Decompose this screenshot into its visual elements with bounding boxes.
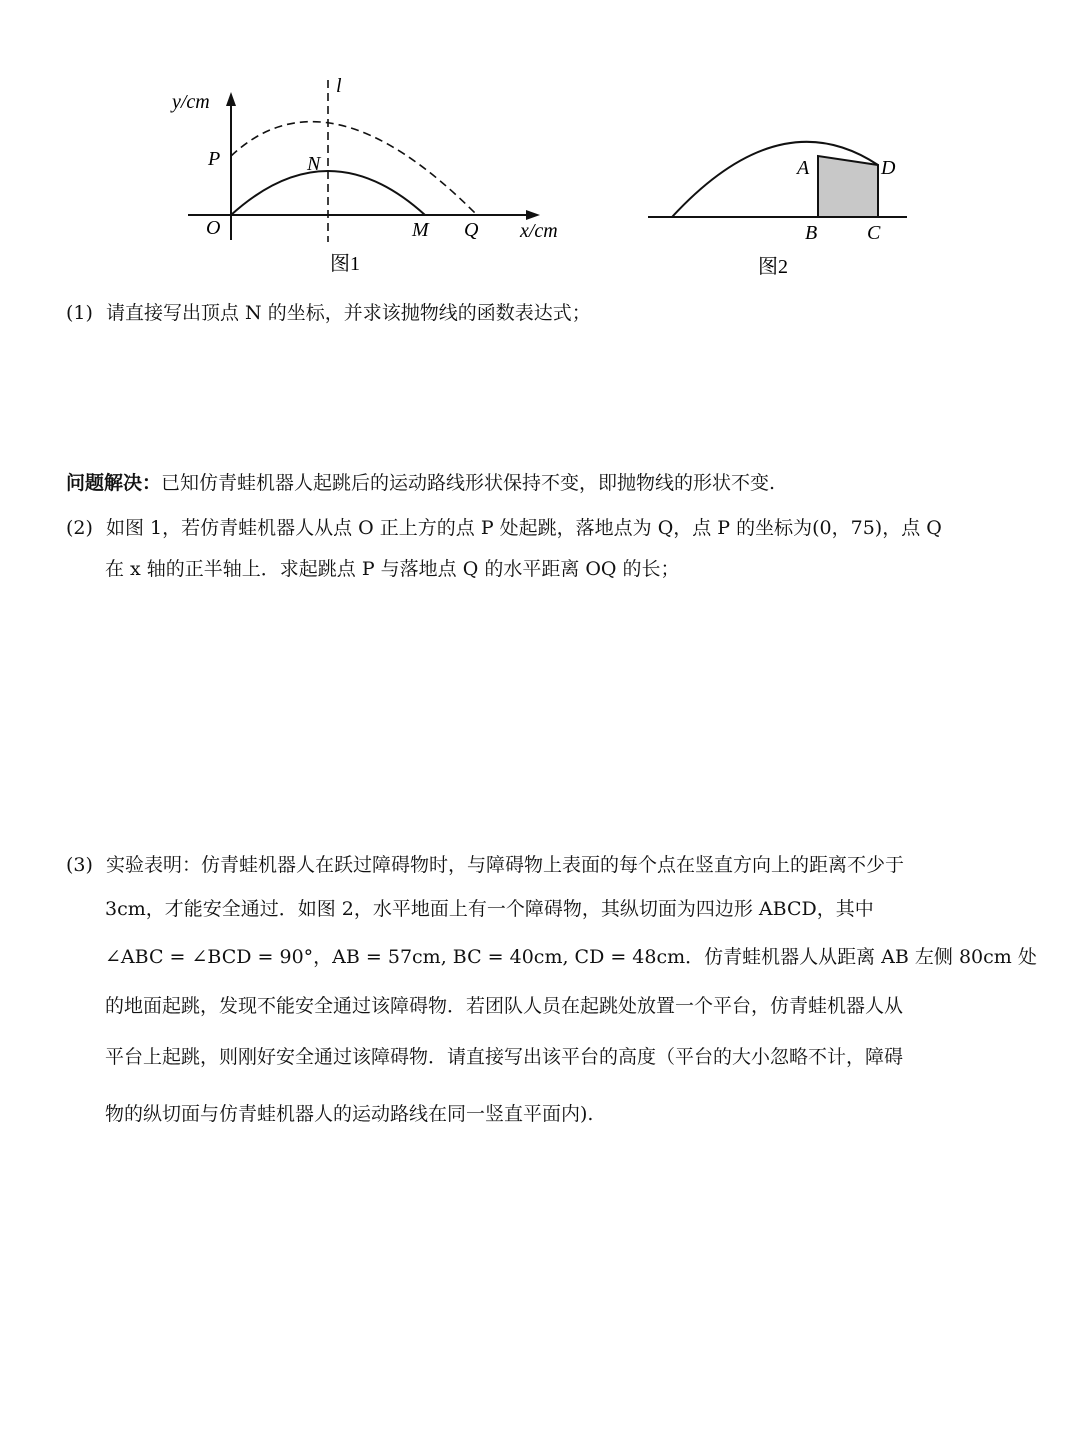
- figure-2-caption: 图2: [758, 256, 788, 278]
- point-m-label: M: [412, 219, 429, 241]
- problem-solving: [66, 471, 775, 495]
- point-a-label: A: [797, 157, 810, 179]
- question-1: [66, 301, 591, 325]
- question-2-line-2: 在 x 轴的正半轴上．求起跳点 P 与落地点 Q 的水平距离 OQ 的长；: [105, 558, 680, 580]
- figure-2: [630, 130, 930, 290]
- point-p-label: P: [208, 148, 221, 170]
- question-3-text-1: 实验表明：仿青蛙机器人在跃过障碍物时，与障碍物上表面的每个点在竖直方向上的距离不少于: [106, 854, 905, 876]
- question-2-text-1: 如图 1，若仿青蛙机器人从点 O 正上方的点 P 处起跳，落地点为 Q，点 P 的坐标为(0，75)，点 Q: [106, 517, 942, 539]
- y-axis-arrow: [226, 92, 236, 106]
- question-3-line-3: ∠ABC = ∠BCD = 90°，AB = 57cm, BC = 40cm, CD = 48cm．仿青蛙机器人从距离 AB 左侧 80cm 处: [105, 946, 1037, 968]
- question-3-number: (3): [66, 854, 93, 876]
- parabola-dashed: [231, 122, 477, 215]
- figure-1-caption: 图1: [330, 253, 360, 275]
- question-3-line-1: [66, 853, 904, 877]
- point-n-label: N: [307, 153, 321, 175]
- problem-solving-label: 问题解决：: [66, 472, 162, 494]
- question-2-line-1: [66, 516, 942, 540]
- obstacle-abcd: [818, 156, 878, 217]
- x-axis-label: x/cm: [520, 220, 558, 242]
- point-q-label: Q: [464, 219, 479, 241]
- question-2-number: (2): [66, 517, 93, 539]
- question-1-number: (1): [66, 302, 93, 324]
- point-c-label: C: [867, 222, 881, 244]
- question-3-line-6: 物的纵切面与仿青蛙机器人的运动路线在同一竖直平面内).: [105, 1103, 594, 1125]
- problem-solving-text: 已知仿青蛙机器人起跳后的运动路线形状保持不变，即抛物线的形状不变.: [161, 472, 776, 494]
- question-3-line-2: 3cm，才能安全通过．如图 2，水平地面上有一个障碍物，其纵切面为四边形 ABCD，其中: [105, 898, 874, 920]
- question-3-line-5: 平台上起跳，则刚好安全通过该障碍物．请直接写出该平台的高度（平台的大小忽略不计，障碍: [105, 1046, 904, 1068]
- question-1-text: 请直接写出顶点 N 的坐标，并求该抛物线的函数表达式；: [106, 302, 591, 324]
- x-axis-arrow: [526, 210, 540, 220]
- point-d-label: D: [881, 157, 896, 179]
- figure-1: [150, 70, 590, 290]
- point-o-label: O: [206, 217, 221, 239]
- question-3-line-4: 的地面起跳，发现不能安全通过该障碍物．若团队人员在起跳处放置一个平台，仿青蛙机器人从: [105, 995, 904, 1017]
- y-axis-label: y/cm: [172, 91, 210, 113]
- line-l-label: l: [336, 75, 342, 97]
- point-b-label: B: [805, 222, 818, 244]
